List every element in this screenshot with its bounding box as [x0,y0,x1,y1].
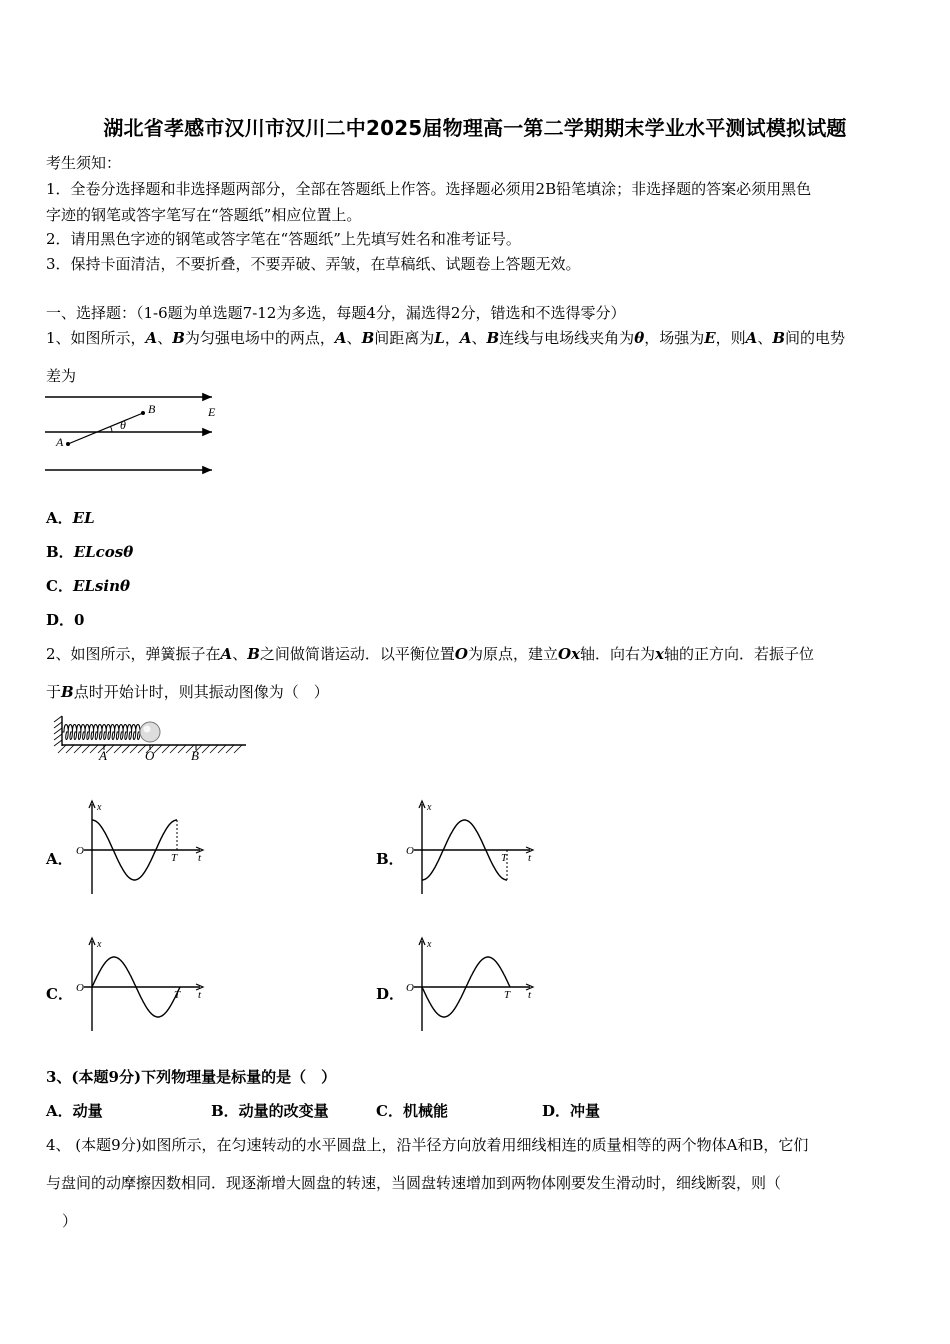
q3-option-d[interactable]: D．冲量 [542,1102,601,1120]
spring [62,725,140,740]
question-4-stem-end: ） [62,1212,78,1230]
page-title: 湖北省孝感市汉川市汉川二中2025届物理高一第二学期期末学业水平测试模拟试题 [103,116,847,140]
label-t: t [198,989,202,1001]
label-x: x [97,802,102,813]
q2-option-b-graph[interactable] [400,798,540,898]
spring-oscillator-figure [50,712,250,764]
label-t: t [528,989,532,1001]
angle-arc [111,427,113,433]
question-1-stem-cont: 差为 [46,367,77,385]
q2-option-d-graph[interactable] [400,935,540,1035]
label-period: T [171,852,178,864]
question-1-stem: 1、如图所示，A、B为匀强电场中的两点，A、B间距离为L，A、B连线与电场线夹角为θ，场强为E，则A、B间的电势 [46,329,846,347]
point-a [66,442,70,446]
q2-option-b-letter[interactable]: B． [376,850,404,868]
notice-item: 3．保持卡面清洁，不要折叠，不要弄破、弄皱，在草稿纸、试题卷上答题无效。 [46,255,581,273]
label-origin: O [406,845,414,857]
section-heading: 一、选择题：（1-6题为单选题7-12为多选，每题4分，漏选得2分，错选和不选得零分） [46,304,626,322]
segment-ab [68,413,143,444]
oscillator-ball [140,722,160,742]
question-2-stem: 2、如图所示，弹簧振子在A、B之间做简谐运动．以平衡位置O为原点，建立Ox轴．向右为x轴的正方向．若振子位 [46,645,814,663]
question-4-stem: 4、 (本题9分)如图所示，在匀速转动的水平圆盘上，沿半径方向放着用细线相连的质量相等的两个物体A和B，它们 [46,1136,809,1154]
wall-hatch [54,716,62,746]
question-3-stem: 3、(本题9分)下列物理量是标量的是（ ） [46,1068,337,1086]
spring-label-a: A [99,748,107,763]
spring-label-o: O [145,748,155,763]
label-e: E [208,405,216,419]
point-b [141,411,145,415]
label-b: B [148,402,156,416]
label-origin: O [406,982,414,994]
q2-option-d-letter[interactable]: D． [376,985,405,1003]
label-period: T [174,989,181,1001]
electric-field-figure [40,388,230,480]
q2-option-c-letter[interactable]: C． [46,985,73,1003]
question-4-stem-cont: 与盘间的动摩擦因数相同．现逐渐增大圆盘的转速，当圆盘转速增加到两物体刚要发生滑动时，细线断裂，则（ [46,1174,782,1192]
notice-item: 1．全卷分选择题和非选择题两部分，全部在答题纸上作答。选择题必须用2B铅笔填涂；非选择题的答案必须用黑色 [46,180,812,198]
label-t: t [528,852,532,864]
q1-option-b[interactable]: B．ELcosθ [46,543,134,561]
q3-option-a[interactable]: A．动量 [46,1102,103,1120]
spring-label-b: B [191,748,199,763]
notice-item: 字迹的钢笔或答字笔写在“答题纸”相应位置上。 [46,206,362,224]
q2-option-a-graph[interactable] [70,798,210,898]
label-x: x [97,939,102,950]
label-a: A [56,435,64,449]
label-origin: O [76,982,84,994]
label-period: T [504,989,511,1001]
label-period: T [501,852,508,864]
q1-option-d[interactable]: D．0 [46,611,85,629]
q3-option-c[interactable]: C．机械能 [376,1102,448,1120]
q2-option-c-graph[interactable] [70,935,210,1035]
q2-option-a-letter[interactable]: A． [46,850,73,868]
label-x: x [427,802,432,813]
label-theta: θ [120,418,126,432]
label-x: x [427,939,432,950]
q1-option-a[interactable]: A．EL [46,509,95,527]
notice-item: 2．请用黑色字迹的钢笔或答字笔在“答题纸”上先填写姓名和准考证号。 [46,230,521,248]
q1-option-c[interactable]: C．ELsinθ [46,577,130,595]
label-t: t [198,852,202,864]
label-origin: O [76,845,84,857]
q3-option-b[interactable]: B．动量的改变量 [211,1102,329,1120]
question-2-stem-cont: 于B点时开始计时，则其振动图像为（ ） [46,683,329,701]
notice-heading: 考生须知： [46,154,122,172]
